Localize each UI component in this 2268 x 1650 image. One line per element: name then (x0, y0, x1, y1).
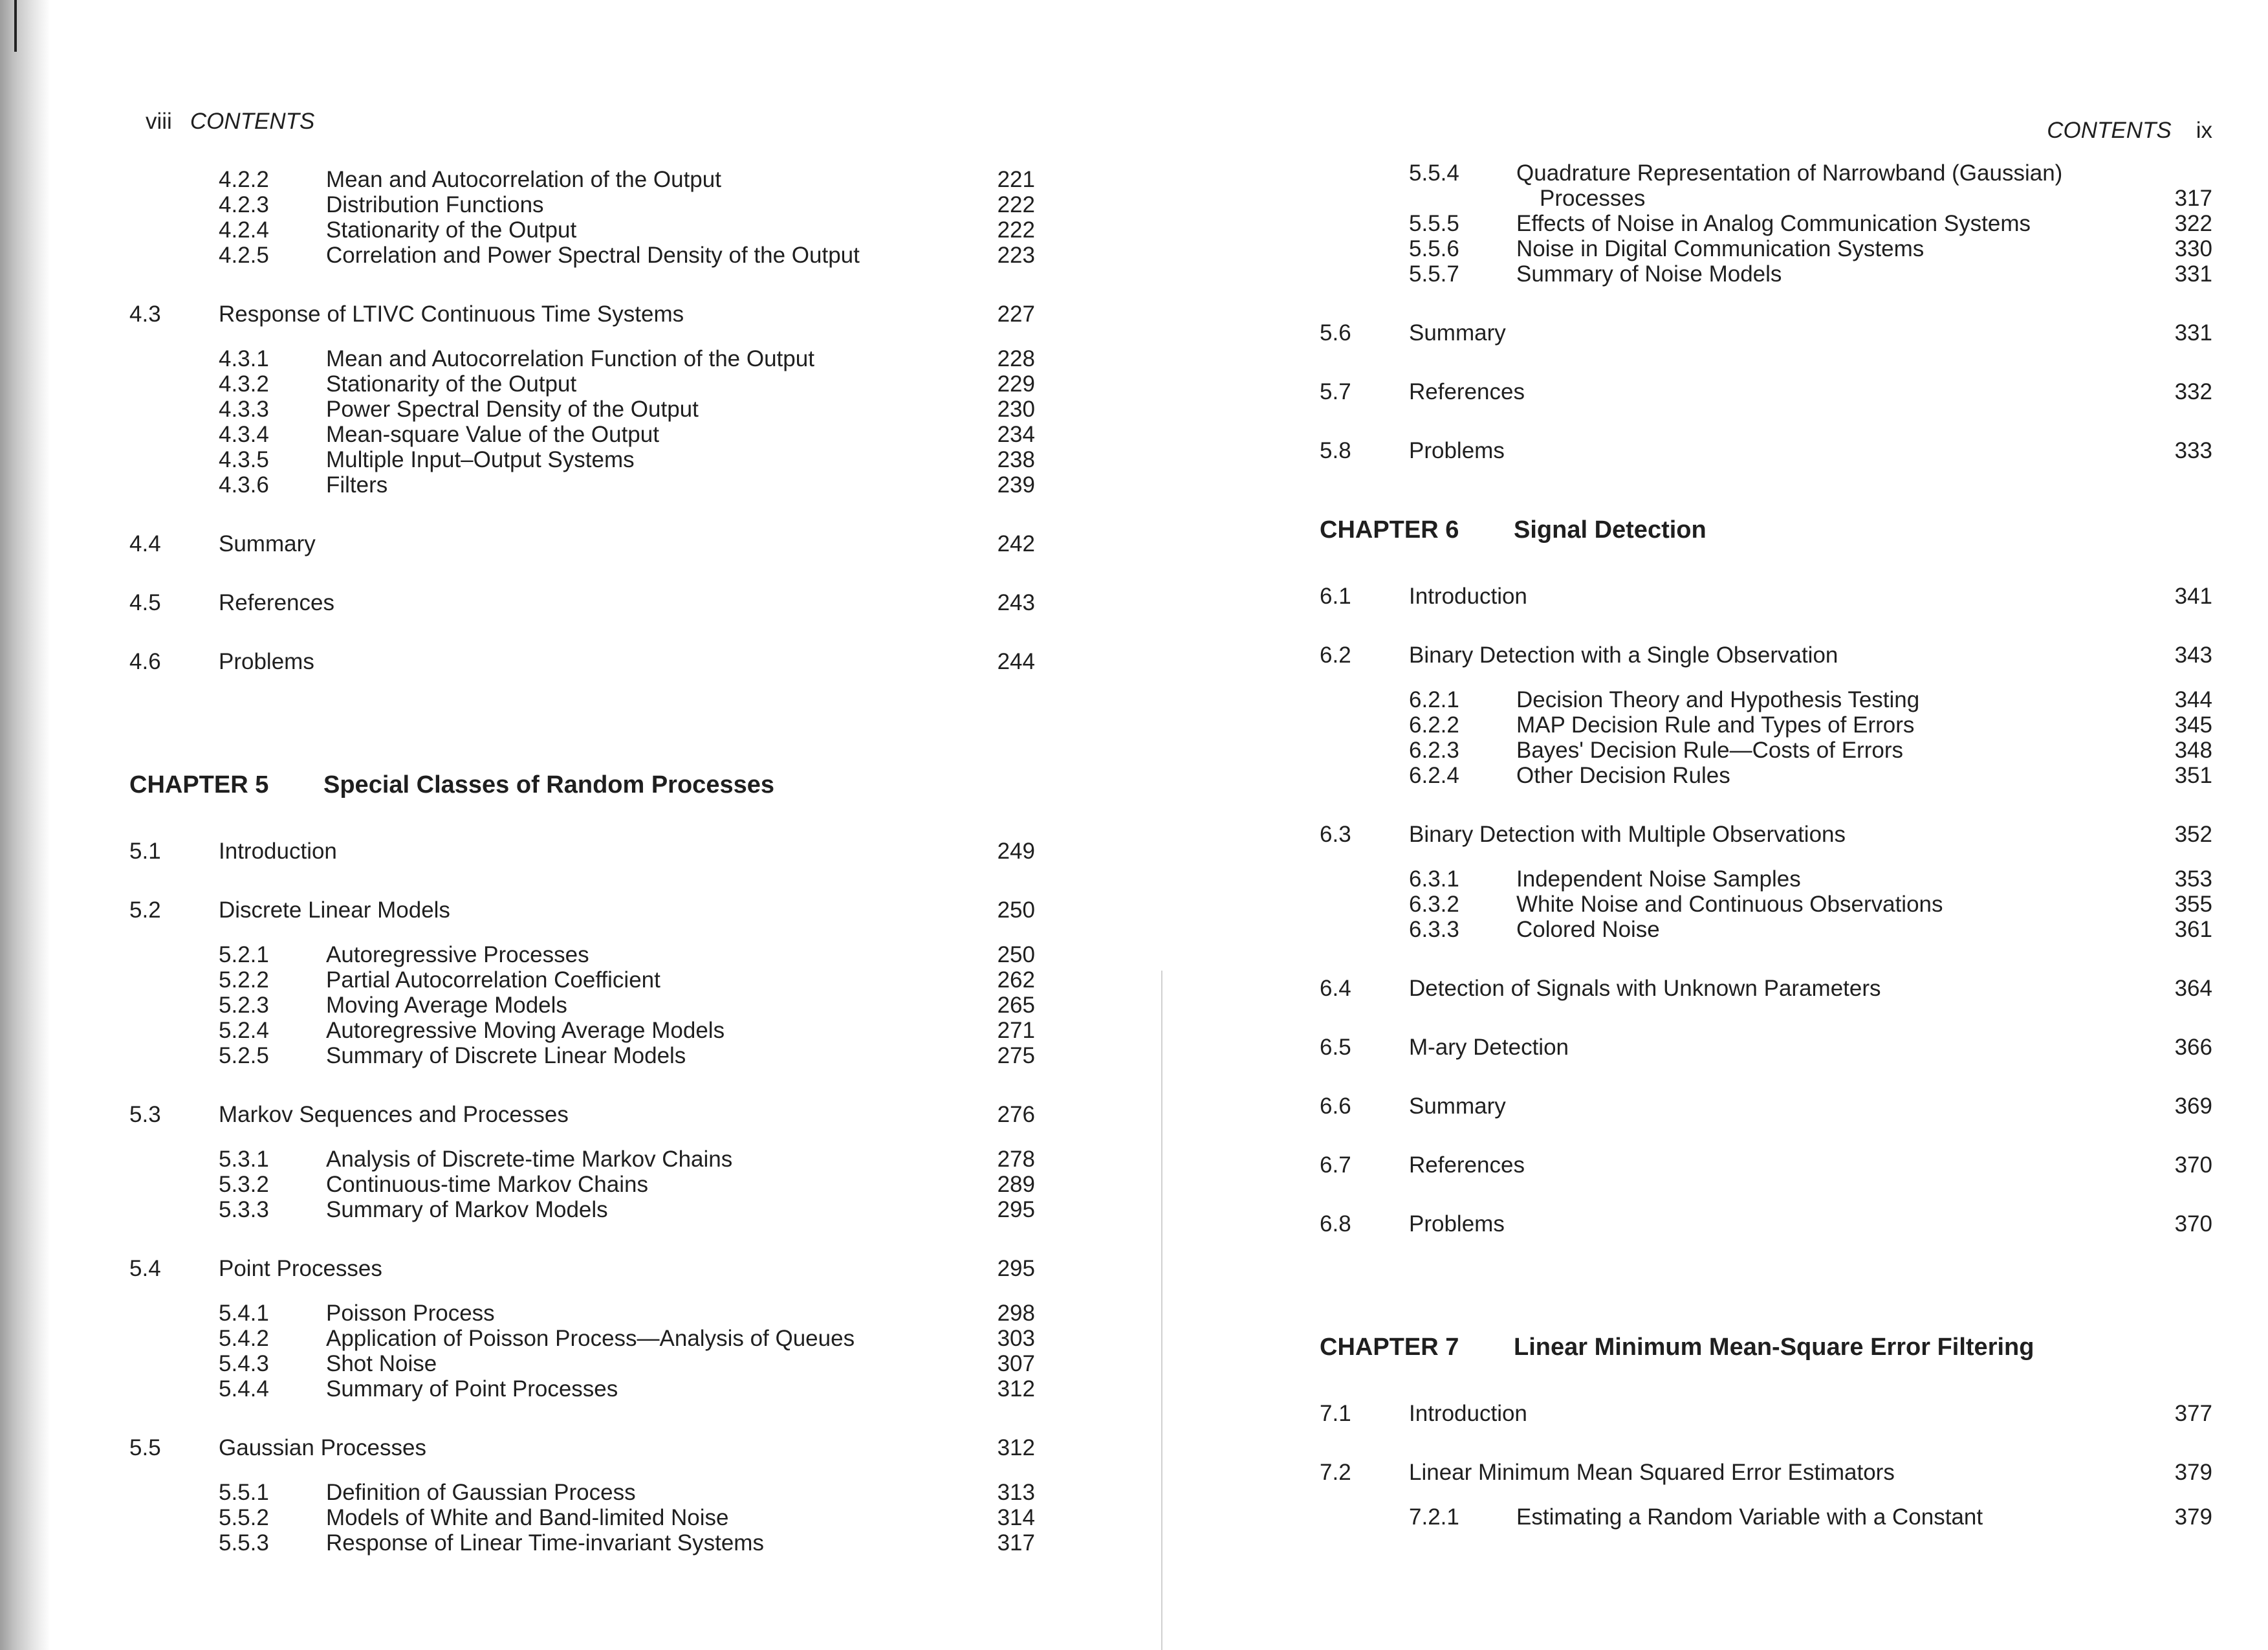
entry-number: 4.5 (129, 590, 161, 615)
entry-title: Colored Noise (1516, 917, 1660, 942)
toc-spacer (1320, 609, 2212, 643)
toc-spacer (1320, 788, 2212, 822)
toc-subsection-entry (1320, 866, 2212, 892)
entry-page-number: 355 (2174, 892, 2212, 917)
entry-number: 6.2.2 (1409, 712, 1459, 738)
entry-number: 6.6 (1320, 1094, 1351, 1119)
entry-title: Estimating a Random Variable with a Constant (1516, 1504, 1983, 1530)
entry-number: 5.6 (1320, 320, 1351, 346)
entry-title: Partial Autocorrelation Coefficient (326, 967, 660, 993)
toc-subsection-entry (129, 1197, 1035, 1222)
entry-number: 4.3.2 (219, 371, 269, 397)
entry-title: Discrete Linear Models (219, 897, 450, 923)
entry-number: 5.3.1 (219, 1147, 269, 1172)
toc-subsection-entry (1320, 917, 2212, 942)
entry-title: M-ary Detection (1409, 1035, 1569, 1060)
toc-subsection-entry (1320, 236, 2212, 261)
toc-subsection-entry (129, 243, 1035, 268)
toc-spacer (129, 1402, 1035, 1435)
toc-section-entry (129, 590, 1035, 615)
toc-subsection-entry (1320, 763, 2212, 788)
toc-subsection-entry (129, 1376, 1035, 1402)
toc-spacer (1320, 1426, 2212, 1460)
entry-page-number: 366 (2174, 1035, 2212, 1060)
entry-title: MAP Decision Rule and Types of Errors (1516, 712, 1915, 738)
toc-spacer (1320, 1001, 2212, 1035)
toc-subsection-entry (129, 1326, 1035, 1351)
entry-number: 6.2.4 (1409, 763, 1459, 788)
entry-page-number: 317 (2174, 186, 2212, 211)
toc-section-entry (1320, 1035, 2212, 1060)
entry-number: 6.2.3 (1409, 738, 1459, 763)
right-running-head (2047, 118, 2212, 144)
entry-title: Binary Detection with Multiple Observations (1409, 822, 1846, 847)
entry-page-number: 239 (997, 472, 1035, 498)
book-spine-shadow (0, 0, 50, 1650)
entry-number: 4.3 (129, 302, 161, 327)
entry-title: Independent Noise Samples (1516, 866, 1801, 892)
entry-page-number: 307 (997, 1351, 1035, 1376)
toc-subsection-entry (129, 1043, 1035, 1068)
entry-title: References (1409, 379, 1525, 404)
toc-spacer (129, 327, 1035, 346)
scan-edge-mark (14, 0, 17, 52)
toc-spacer (129, 498, 1035, 531)
toc-section-entry (129, 302, 1035, 327)
entry-page-number: 289 (997, 1172, 1035, 1197)
entry-title: Problems (1409, 1211, 1505, 1237)
toc-subsection-entry (129, 167, 1035, 192)
toc-subsection-entry (129, 967, 1035, 993)
entry-page-number: 230 (997, 397, 1035, 422)
entry-page-number: 313 (997, 1480, 1035, 1505)
entry-title: Models of White and Band-limited Noise (326, 1505, 729, 1530)
entry-page-number: 364 (2174, 976, 2212, 1001)
toc-section-entry (129, 531, 1035, 556)
entry-title: Markov Sequences and Processes (219, 1102, 569, 1127)
toc-subsection-entry (129, 346, 1035, 371)
entry-number: 4.4 (129, 531, 161, 556)
toc-subsection-entry (129, 1172, 1035, 1197)
right-page (1320, 0, 2212, 1650)
entry-page-number: 271 (997, 1018, 1035, 1043)
entry-number: 4.6 (129, 649, 161, 674)
chapter-title: Signal Detection (1514, 516, 1706, 544)
entry-title: Gaussian Processes (219, 1435, 426, 1460)
entry-page-number: 265 (997, 993, 1035, 1018)
entry-number: 4.2.2 (219, 167, 269, 192)
entry-title: Power Spectral Density of the Output (326, 397, 699, 422)
entry-number: 5.3.2 (219, 1172, 269, 1197)
entry-number: 5.7 (1320, 379, 1351, 404)
entry-page-number: 312 (997, 1376, 1035, 1402)
entry-page-number: 242 (997, 531, 1035, 556)
toc-spacer (129, 615, 1035, 649)
entry-number: 5.5.1 (219, 1480, 269, 1505)
toc-spacer (129, 556, 1035, 590)
entry-page-number: 222 (997, 217, 1035, 243)
toc-subsection-entry (1320, 261, 2212, 287)
toc-spacer (1320, 404, 2212, 438)
entry-number: 6.3.2 (1409, 892, 1459, 917)
entry-title: Stationarity of the Output (326, 217, 577, 243)
entry-title: Mean and Autocorrelation Function of the Output (326, 346, 814, 371)
toc-spacer (129, 1127, 1035, 1147)
entry-number: 5.2.4 (219, 1018, 269, 1043)
entry-number: 4.2.3 (219, 192, 269, 217)
toc-entry-continuation (1320, 186, 2212, 211)
toc-section-entry (1320, 976, 2212, 1001)
left-page (129, 0, 1035, 1650)
entry-page-number: 227 (997, 302, 1035, 327)
entry-page-number: 379 (2174, 1460, 2212, 1485)
entry-page-number: 377 (2174, 1401, 2212, 1426)
entry-page-number: 331 (2174, 261, 2212, 287)
entry-page-number: 243 (997, 590, 1035, 615)
entry-page-number: 353 (2174, 866, 2212, 892)
toc-section-entry (1320, 320, 2212, 346)
entry-title: Summary of Point Processes (326, 1376, 618, 1402)
toc-subsection-entry (129, 397, 1035, 422)
chapter-heading (129, 771, 1035, 805)
entry-title: Summary (1409, 320, 1506, 346)
entry-number: 5.4 (129, 1256, 161, 1281)
entry-page-number: 278 (997, 1147, 1035, 1172)
toc-spacer (1320, 346, 2212, 379)
entry-title: Introduction (1409, 1401, 1527, 1426)
toc-section-entry (1320, 1152, 2212, 1178)
entry-number: 4.2.4 (219, 217, 269, 243)
entry-title: Summary of Noise Models (1516, 261, 1782, 287)
entry-number: 6.2.1 (1409, 687, 1459, 712)
toc-spacer (1320, 1367, 2212, 1401)
toc-spacer (129, 1068, 1035, 1102)
entry-number: 5.3.3 (219, 1197, 269, 1222)
toc-section-entry (129, 897, 1035, 923)
entry-title: Effects of Noise in Analog Communication Systems (1516, 211, 2031, 236)
entry-number: 4.3.6 (219, 472, 269, 498)
entry-number: 5.2.3 (219, 993, 269, 1018)
toc-subsection-entry (1320, 712, 2212, 738)
entry-number: 6.7 (1320, 1152, 1351, 1178)
toc-subsection-entry (129, 472, 1035, 498)
entry-number: 7.2 (1320, 1460, 1351, 1485)
entry-title: Response of Linear Time-invariant Systems (326, 1530, 764, 1556)
left-running-head (146, 109, 314, 135)
entry-page-number: 370 (2174, 1152, 2212, 1178)
toc-spacer (129, 1281, 1035, 1301)
entry-page-number: 276 (997, 1102, 1035, 1127)
toc-spacer (1320, 1485, 2212, 1504)
entry-page-number: 244 (997, 649, 1035, 674)
entry-page-number: 303 (997, 1326, 1035, 1351)
entry-title: Autoregressive Moving Average Models (326, 1018, 725, 1043)
toc-subsection-entry (129, 1351, 1035, 1376)
entry-page-number: 332 (2174, 379, 2212, 404)
entry-page-number: 330 (2174, 236, 2212, 261)
toc-spacer (129, 864, 1035, 897)
entry-page-number: 370 (2174, 1211, 2212, 1237)
chapter-label: CHAPTER 5 (129, 771, 269, 798)
toc-section-entry (1320, 584, 2212, 609)
entry-title: Noise in Digital Communication Systems (1516, 236, 1925, 261)
toc-subsection-entry (129, 447, 1035, 472)
entry-title: Analysis of Discrete-time Markov Chains (326, 1147, 733, 1172)
entry-title: Decision Theory and Hypothesis Testing (1516, 687, 1920, 712)
entry-title: Mean and Autocorrelation of the Output (326, 167, 721, 192)
toc-section-entry (1320, 1401, 2212, 1426)
chapter-title: Linear Minimum Mean-Square Error Filtering (1514, 1334, 2034, 1361)
left-running-title: CONTENTS (190, 109, 315, 134)
entry-page-number: 333 (2174, 438, 2212, 463)
entry-page-number: 331 (2174, 320, 2212, 346)
entry-number: 5.4.4 (219, 1376, 269, 1402)
toc-spacer (1320, 497, 2212, 516)
entry-number: 5.1 (129, 839, 161, 864)
toc-section-entry (129, 839, 1035, 864)
entry-title: Linear Minimum Mean Squared Error Estimators (1409, 1460, 1895, 1485)
entry-number: 5.5.7 (1409, 261, 1459, 287)
chapter-label: CHAPTER 6 (1320, 516, 1459, 544)
entry-page-number: 234 (997, 422, 1035, 447)
entry-page-number: 250 (997, 942, 1035, 967)
toc-section-entry (129, 1435, 1035, 1460)
toc-section-entry (1320, 1211, 2212, 1237)
entry-title: Correlation and Power Spectral Density of the Output (326, 243, 860, 268)
toc-section-entry (1320, 1094, 2212, 1119)
entry-title: Summary of Markov Models (326, 1197, 608, 1222)
entry-page-number: 348 (2174, 738, 2212, 763)
toc-subsection-entry (129, 1301, 1035, 1326)
toc-subsection-entry (1320, 687, 2212, 712)
entry-number: 6.1 (1320, 584, 1351, 609)
entry-title: Other Decision Rules (1516, 763, 1730, 788)
right-toc (1320, 160, 2212, 1530)
entry-page-number: 379 (2174, 1504, 2212, 1530)
entry-page-number: 222 (997, 192, 1035, 217)
entry-page-number: 295 (997, 1197, 1035, 1222)
toc-section-entry (1320, 379, 2212, 404)
entry-page-number: 229 (997, 371, 1035, 397)
entry-title: Problems (1409, 438, 1505, 463)
toc-subsection-entry (129, 422, 1035, 447)
toc-spacer (1320, 1060, 2212, 1094)
entry-title: Mean-square Value of the Output (326, 422, 659, 447)
toc-subsection-entry (129, 993, 1035, 1018)
toc-section-entry (129, 1256, 1035, 1281)
toc-spacer (1320, 668, 2212, 687)
entry-page-number: 314 (997, 1505, 1035, 1530)
chapter-label: CHAPTER 7 (1320, 1334, 1459, 1361)
toc-subsection-entry (129, 192, 1035, 217)
entry-title: Binary Detection with a Single Observation (1409, 643, 1838, 668)
entry-page-number: 343 (2174, 643, 2212, 668)
entry-title: Introduction (219, 839, 337, 864)
toc-spacer (1320, 550, 2212, 584)
entry-page-number: 351 (2174, 763, 2212, 788)
toc-subsection-entry (129, 1530, 1035, 1556)
toc-spacer (129, 1460, 1035, 1480)
entry-number: 5.5.5 (1409, 211, 1459, 236)
entry-page-number: 361 (2174, 917, 2212, 942)
entry-number: 5.5.4 (1409, 160, 1459, 186)
toc-spacer (129, 1222, 1035, 1256)
entry-title: Bayes' Decision Rule—Costs of Errors (1516, 738, 1903, 763)
toc-section-entry (1320, 822, 2212, 847)
entry-number: 4.3.5 (219, 447, 269, 472)
toc-subsection-entry (129, 1505, 1035, 1530)
entry-number: 6.3.3 (1409, 917, 1459, 942)
entry-title: Point Processes (219, 1256, 382, 1281)
entry-page-number: 317 (997, 1530, 1035, 1556)
entry-page-number: 275 (997, 1043, 1035, 1068)
entry-title: Response of LTIVC Continuous Time Systems (219, 302, 684, 327)
entry-title: Problems (219, 649, 314, 674)
entry-title: Application of Poisson Process—Analysis of Queues (326, 1326, 855, 1351)
entry-number: 5.3 (129, 1102, 161, 1127)
toc-subsection-entry (1320, 1504, 2212, 1530)
toc-subsection-entry (129, 942, 1035, 967)
toc-spacer (129, 805, 1035, 839)
entry-number: 7.2.1 (1409, 1504, 1459, 1530)
entry-number: 4.3.4 (219, 422, 269, 447)
toc-subsection-entry (1320, 738, 2212, 763)
entry-title: Filters (326, 472, 388, 498)
toc-section-entry (1320, 1460, 2212, 1485)
entry-page-number: 228 (997, 346, 1035, 371)
entry-page-number: 322 (2174, 211, 2212, 236)
toc-spacer (1320, 942, 2212, 976)
entry-page-number: 238 (997, 447, 1035, 472)
entry-title: Quadrature Representation of Narrowband (Gaussian) (1516, 160, 2063, 186)
toc-section-entry (1320, 438, 2212, 463)
toc-spacer (1320, 1237, 2212, 1334)
entry-number: 6.5 (1320, 1035, 1351, 1060)
entry-number: 5.5 (129, 1435, 161, 1460)
toc-subsection-entry (129, 371, 1035, 397)
entry-title: References (219, 590, 334, 615)
toc-subsection-entry (1320, 211, 2212, 236)
left-toc (129, 167, 1035, 1556)
entry-page-number: 352 (2174, 822, 2212, 847)
toc-spacer (1320, 287, 2212, 320)
toc-spacer (129, 674, 1035, 771)
entry-title: Moving Average Models (326, 993, 567, 1018)
entry-title: Continuous-time Markov Chains (326, 1172, 648, 1197)
entry-number: 5.2 (129, 897, 161, 923)
page-gutter (1161, 971, 1162, 1650)
toc-spacer (1320, 847, 2212, 866)
entry-number: 7.1 (1320, 1401, 1351, 1426)
chapter-heading (1320, 1334, 2212, 1367)
entry-page-number: 250 (997, 897, 1035, 923)
entry-title: Definition of Gaussian Process (326, 1480, 636, 1505)
entry-number: 6.8 (1320, 1211, 1351, 1237)
entry-page-number: 369 (2174, 1094, 2212, 1119)
toc-spacer (129, 923, 1035, 942)
entry-number: 4.2.5 (219, 243, 269, 268)
entry-number: 5.2.2 (219, 967, 269, 993)
entry-page-number: 341 (2174, 584, 2212, 609)
chapter-heading (1320, 516, 2212, 550)
entry-title: White Noise and Continuous Observations (1516, 892, 1943, 917)
toc-subsection-entry (1320, 892, 2212, 917)
entry-number: 5.2.1 (219, 942, 269, 967)
entry-page-number: 345 (2174, 712, 2212, 738)
entry-page-number: 298 (997, 1301, 1035, 1326)
entry-title: Poisson Process (326, 1301, 495, 1326)
entry-number: 5.5.2 (219, 1505, 269, 1530)
entry-title: Shot Noise (326, 1351, 437, 1376)
entry-title: Multiple Input–Output Systems (326, 447, 635, 472)
entry-number: 6.4 (1320, 976, 1351, 1001)
entry-title: References (1409, 1152, 1525, 1178)
entry-number: 6.3.1 (1409, 866, 1459, 892)
left-folio: viii (146, 109, 172, 134)
entry-number: 4.3.3 (219, 397, 269, 422)
entry-page-number: 312 (997, 1435, 1035, 1460)
toc-spacer (1320, 463, 2212, 497)
entry-title: Introduction (1409, 584, 1527, 609)
right-running-title: CONTENTS (2047, 118, 2172, 143)
toc-subsection-entry (129, 1147, 1035, 1172)
entry-number: 5.5.3 (219, 1530, 269, 1556)
entry-title: Detection of Signals with Unknown Parameters (1409, 976, 1881, 1001)
chapter-title: Special Classes of Random Processes (323, 771, 774, 798)
entry-number: 4.3.1 (219, 346, 269, 371)
entry-title: Summary (1409, 1094, 1506, 1119)
toc-section-entry (129, 649, 1035, 674)
entry-title: Processes (1540, 186, 1646, 211)
entry-number: 5.5.6 (1409, 236, 1459, 261)
entry-number: 5.4.1 (219, 1301, 269, 1326)
toc-spacer (129, 268, 1035, 302)
entry-title: Autoregressive Processes (326, 942, 589, 967)
entry-title: Summary (219, 531, 316, 556)
entry-page-number: 223 (997, 243, 1035, 268)
toc-subsection-entry (129, 217, 1035, 243)
entry-page-number: 221 (997, 167, 1035, 192)
toc-subsection-entry (1320, 160, 2212, 186)
entry-page-number: 295 (997, 1256, 1035, 1281)
entry-number: 5.4.3 (219, 1351, 269, 1376)
entry-number: 5.4.2 (219, 1326, 269, 1351)
entry-number: 5.2.5 (219, 1043, 269, 1068)
entry-number: 6.3 (1320, 822, 1351, 847)
entry-title: Stationarity of the Output (326, 371, 577, 397)
entry-title: Distribution Functions (326, 192, 544, 217)
entry-page-number: 344 (2174, 687, 2212, 712)
toc-section-entry (129, 1102, 1035, 1127)
toc-spacer (1320, 1119, 2212, 1152)
right-folio: ix (2196, 118, 2212, 143)
entry-title: Summary of Discrete Linear Models (326, 1043, 686, 1068)
toc-section-entry (1320, 643, 2212, 668)
toc-subsection-entry (129, 1480, 1035, 1505)
toc-subsection-entry (129, 1018, 1035, 1043)
entry-page-number: 249 (997, 839, 1035, 864)
entry-number: 5.8 (1320, 438, 1351, 463)
toc-spacer (1320, 1178, 2212, 1211)
entry-page-number: 262 (997, 967, 1035, 993)
entry-number: 6.2 (1320, 643, 1351, 668)
